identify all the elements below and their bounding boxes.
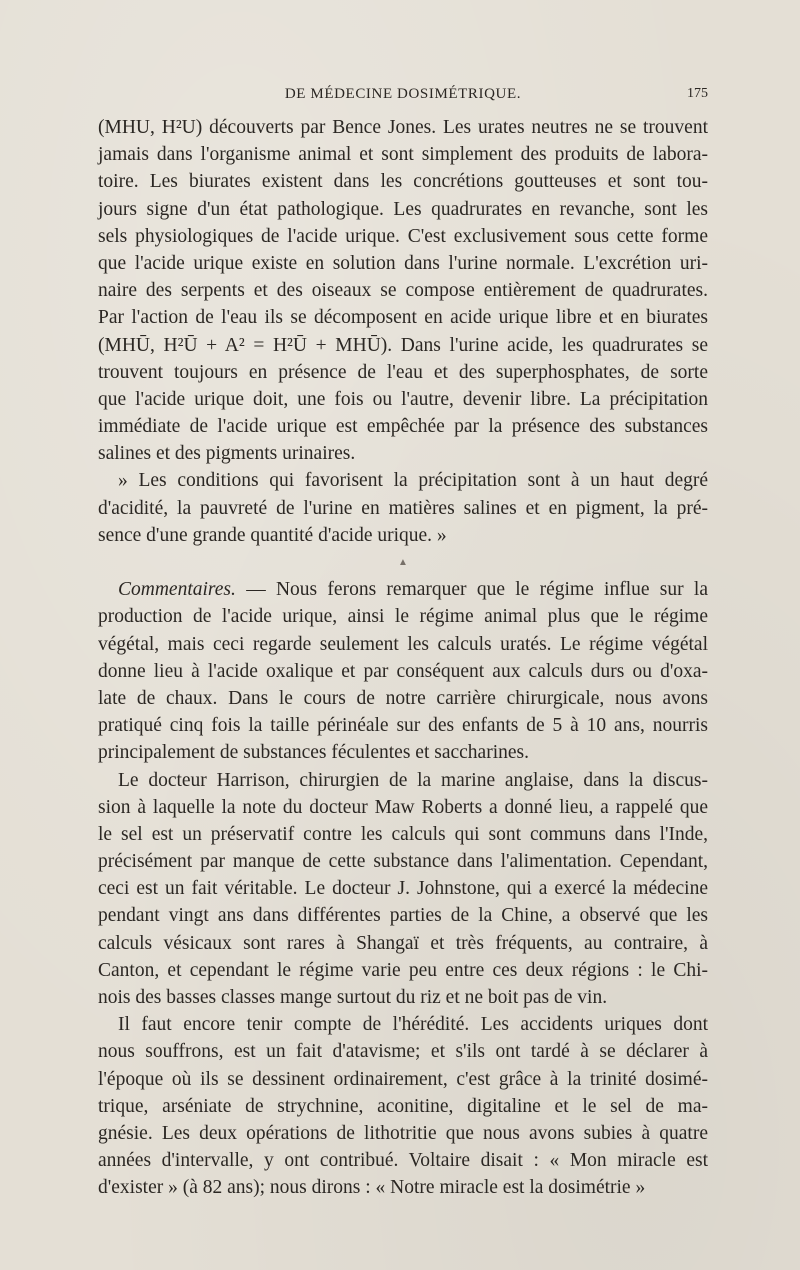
text-line: pratiqué cinq fois la taille périnéale sur des enfants de 5 à 10 ans, nourris (98, 715, 708, 737)
text-line: sence d'une grande quantité d'acide urique. » (98, 524, 447, 546)
text-line: jamais dans l'organisme animal et sont simplement des produits de labora- (98, 144, 708, 166)
body-text (98, 114, 708, 1202)
text-line-rest: — Nous ferons remarquer que le régime influe sur la (235, 579, 708, 601)
text-line: années d'intervalle, y ont contribué. Voltaire disait : « Mon miracle est (98, 1150, 708, 1172)
text-line: que l'acide urique existe en solution dans l'urine normale. L'excrétion uri- (98, 252, 708, 274)
text-line: immédiate de l'acide urique est empêchée par la présence des substances (98, 416, 708, 438)
text-line: précisément par manque de cette substance dans l'alimentation. Cependant, (98, 851, 708, 873)
text-line: (MHŪ, H²Ū + A² = H²Ū + MHŪ). Dans l'urine acide, les quadrurates se (98, 334, 708, 356)
running-head (98, 86, 708, 108)
text-line (98, 576, 708, 603)
text-line: sion à laquelle la note du docteur Maw Roberts a donné lieu, a rappelé que (98, 796, 708, 818)
section-ornament: ▲ (398, 557, 408, 568)
text-line: naire des serpents et des oiseaux se compose entièrement de quadrurates. (98, 280, 708, 302)
text-line: toire. Les biurates existent dans les concrétions goutteuses et sont tou- (98, 171, 708, 193)
text-line: gnésie. Les deux opérations de lithotritie que nous avons subies à quatre (98, 1122, 708, 1144)
text-line: d'exister » (à 82 ans); nous dirons : « Notre miracle est la dosimétrie » (98, 1177, 646, 1199)
text-line: sels physiologiques de l'acide urique. C'est exclusivement sous cette forme (98, 225, 708, 247)
text-line: production de l'acide urique, ainsi le régime animal plus que le régime (98, 606, 708, 628)
text-line: Il faut encore tenir compte de l'hérédité. Les accidents uriques dont (118, 1014, 708, 1036)
text-line: late de chaux. Dans le cours de notre carrière chirurgicale, nous avons (98, 687, 708, 709)
text-line: Le docteur Harrison, chirurgien de la marine anglaise, dans la discus- (118, 769, 708, 791)
text-line: végétal, mais ceci regarde seulement les calculs uratés. Le régime végétal (98, 633, 708, 655)
text-line: (MHU, H²U) découverts par Bence Jones. Les urates neutres ne se trouvent (98, 117, 708, 138)
text-line: donne lieu à l'acide oxalique et par conséquent aux calculs durs ou d'oxa- (98, 660, 708, 682)
running-title: DE MÉDECINE DOSIMÉTRIQUE. (284, 86, 522, 102)
text-line: trique, arséniate de strychnine, aconitine, digitaline et le sel de ma- (98, 1095, 708, 1117)
text-line: trouvent toujours en présence de l'eau et des superphosphates, de sorte (98, 361, 708, 383)
text-line: le sel est un préservatif contre les calculs qui sont communs dans l'Inde, (98, 823, 708, 845)
text-line: pendant vingt ans dans différentes parties de la Chine, a observé que les (98, 905, 708, 927)
text-line: principalement de substances féculentes et saccharines. (98, 742, 529, 764)
text-line: l'époque où ils se dessinent ordinairement, c'est grâce à la trinité dosimé- (98, 1068, 708, 1090)
text-line: Par l'action de l'eau ils se décomposent en acide urique libre et en biurates (98, 307, 708, 329)
text-line: Canton, et cependant le régime varie peu entre ces deux régions : le Chi- (98, 959, 708, 981)
text-line: calculs vésicaux sont rares à Shangaï et très fréquents, au contraire, à (98, 932, 708, 954)
text-line: ceci est un fait véritable. Le docteur J. Johnstone, qui a exercé la médecine (98, 878, 708, 900)
text-line: nois des basses classes mange surtout du riz et ne boit pas de vin. (98, 987, 608, 1008)
text-line: salines et des pigments urinaires. (98, 443, 356, 465)
text-line: d'acidité, la pauvreté de l'urine en matières salines et en pigment, la pré- (98, 497, 708, 519)
text-line: » Les conditions qui favorisent la précipitation sont à un haut degré (118, 470, 708, 492)
page-number: 175 (687, 86, 708, 101)
italic-lead: Commentaires. (118, 579, 236, 601)
text-line: nous souffrons, est un fait d'atavisme; et s'ils ont tardé à se déclarer à (98, 1041, 708, 1063)
text-line: jours signe d'un état pathologique. Les quadrurates en revanche, sont les (98, 198, 708, 220)
text-line: que l'acide urique doit, une fois ou l'autre, devenir libre. La précipitation (98, 388, 708, 410)
